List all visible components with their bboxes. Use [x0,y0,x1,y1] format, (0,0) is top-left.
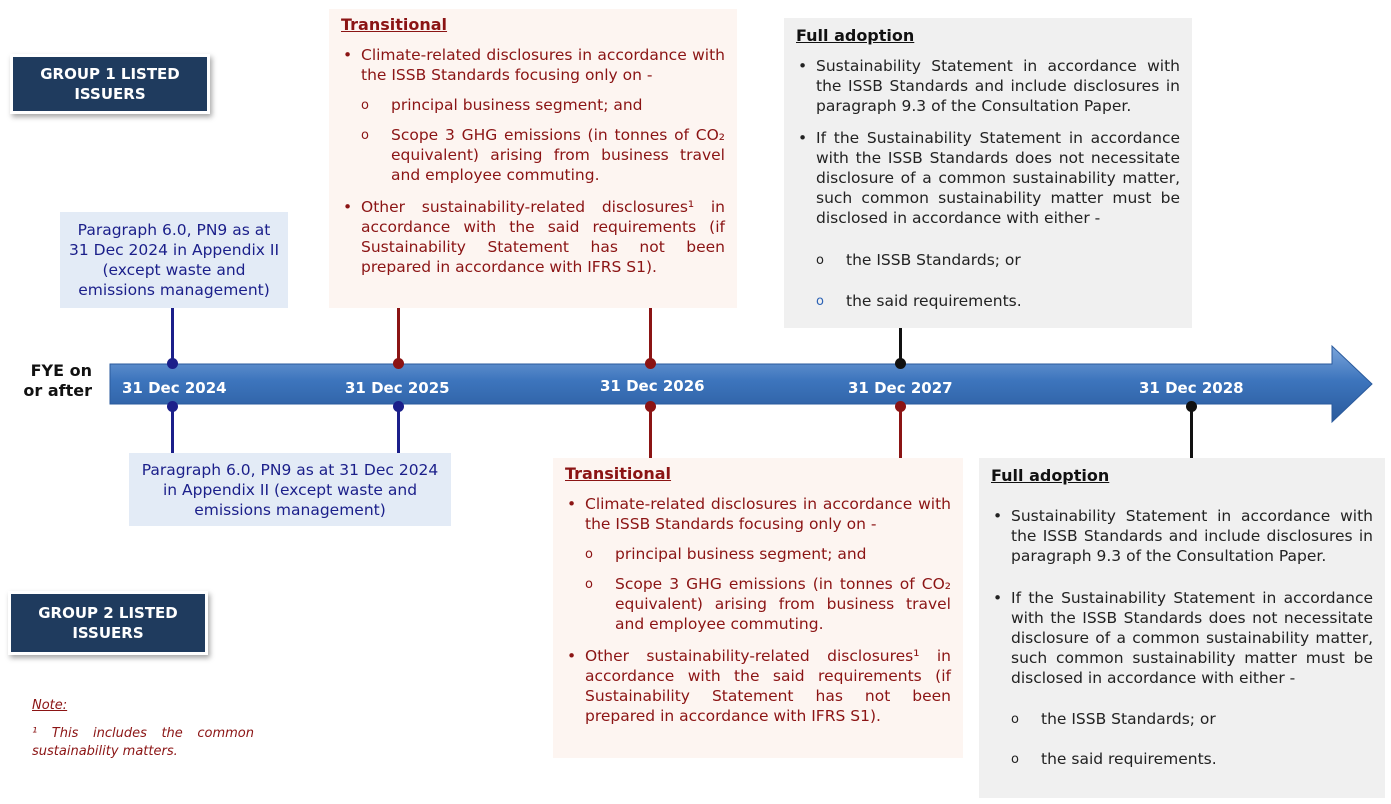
connector-top-2026 [649,308,652,363]
group1-transitional-bullet-1: • Climate-related disclosures in accordance with the ISSB Standards focusing only on - o principal business segment; and o Scope 3 GHG emissions (in tonnes of CO₂ equivalent) arising from business travel and employee commuting. [341,45,725,185]
group1-full-sub-2: o the said requirements. [796,291,1180,311]
group2-paragraph-text: Paragraph 6.0, PN9 as at 31 Dec 2024 in Appendix II (except waste and emissions management) [141,460,439,519]
group2-full-sub-1: o the ISSB Standards; or [991,709,1373,729]
group2-transitional-sub-1: o principal business segment; and [565,544,951,564]
group1-paragraph-text: Paragraph 6.0, PN9 as at 31 Dec 2024 in Appendix II (except waste and emissions management) [68,221,280,299]
note-title: Note: [32,698,68,713]
marker-top-2025 [393,358,404,369]
connector-top-2025 [397,308,400,363]
connector-bottom-2025 [397,406,400,453]
group2-full-bullet-2: • If the Sustainability Statement in accordance with the ISSB Standards does not necessitate disclosure of a common sustainability matter, such common sustainability matter must be disclosed in accordance with either - o the ISSB Standards; or o the said requirements. [991,588,1373,769]
group-2-label: GROUP 2 LISTED ISSUERS [8,591,208,655]
group2-transitional-bullet-1: • Climate-related disclosures in accordance with the ISSB Standards focusing only on - o principal business segment; and o Scope 3 GHG emissions (in tonnes of CO₂ equivalent) arising from business travel and employee commuting. [565,494,951,634]
group-1-label: GROUP 1 LISTED ISSUERS [10,54,210,114]
group2-full-adoption-title: Full adoption [991,466,1110,485]
group2-transitional-title: Transitional [565,464,672,483]
group1-transitional-bullet-2: • Other sustainability-related disclosures¹ in accordance with the said requirements (if Sustainability Statement has not been prepared in accordance with IFRS S1). [341,197,725,277]
date-label-2025: 31 Dec 2025 [345,379,450,397]
date-label-2027: 31 Dec 2027 [848,379,953,397]
group1-full-sub-1: o the ISSB Standards; or [796,250,1180,270]
connector-bottom-2024 [171,406,174,453]
marker-top-2026 [645,358,656,369]
group1-transitional-box [329,9,737,308]
group2-full-adoption-box [979,458,1385,798]
connector-bottom-2026 [649,406,652,458]
group2-paragraph-box [129,453,451,526]
group1-full-adoption-box [784,18,1192,328]
date-label-2028: 31 Dec 2028 [1139,379,1244,397]
date-label-2026: 31 Dec 2026 [600,377,705,395]
group2-full-sub-2: o the said requirements. [991,749,1373,769]
marker-top-2024 [167,358,178,369]
group1-transitional-title: Transitional [341,15,448,34]
group1-transitional-sub-1: o principal business segment; and [341,95,725,115]
group2-transitional-box [553,458,963,758]
group1-full-bullet-1: • Sustainability Statement in accordance with the ISSB Standards and include disclosures in paragraph 9.3 of the Consultation Paper. [796,56,1180,116]
axis-label: FYE on or after [23,361,92,400]
group2-transitional-sub-2: o Scope 3 GHG emissions (in tonnes of CO₂ equivalent) arising from business travel and employee commuting. [565,574,951,634]
group1-transitional-sub-2: o Scope 3 GHG emissions (in tonnes of CO₂ equivalent) arising from business travel and employee commuting. [341,125,725,185]
group2-transitional-bullet-2: • Other sustainability-related disclosures¹ in accordance with the said requirements (if Sustainability Statement has not been prepared in accordance with IFRS S1). [565,646,951,726]
connector-top-2024 [171,308,174,363]
connector-bottom-2028 [1190,406,1193,458]
group1-full-adoption-title: Full adoption [796,26,915,45]
note-text: ¹ This includes the common sustainability matters. [32,726,254,759]
marker-top-2027 [895,358,906,369]
group1-paragraph-box [60,212,288,308]
group1-full-bullet-2: • If the Sustainability Statement in accordance with the ISSB Standards does not necessitate disclosure of a common sustainability matter, such common sustainability matter must be disclosed in accordance with either - o the ISSB Standards; or o the said requirements. [796,128,1180,311]
date-label-2024: 31 Dec 2024 [122,379,227,397]
connector-bottom-2027 [899,406,902,458]
group2-full-bullet-1: • Sustainability Statement in accordance with the ISSB Standards and include disclosures in paragraph 9.3 of the Consultation Paper. [991,506,1373,566]
